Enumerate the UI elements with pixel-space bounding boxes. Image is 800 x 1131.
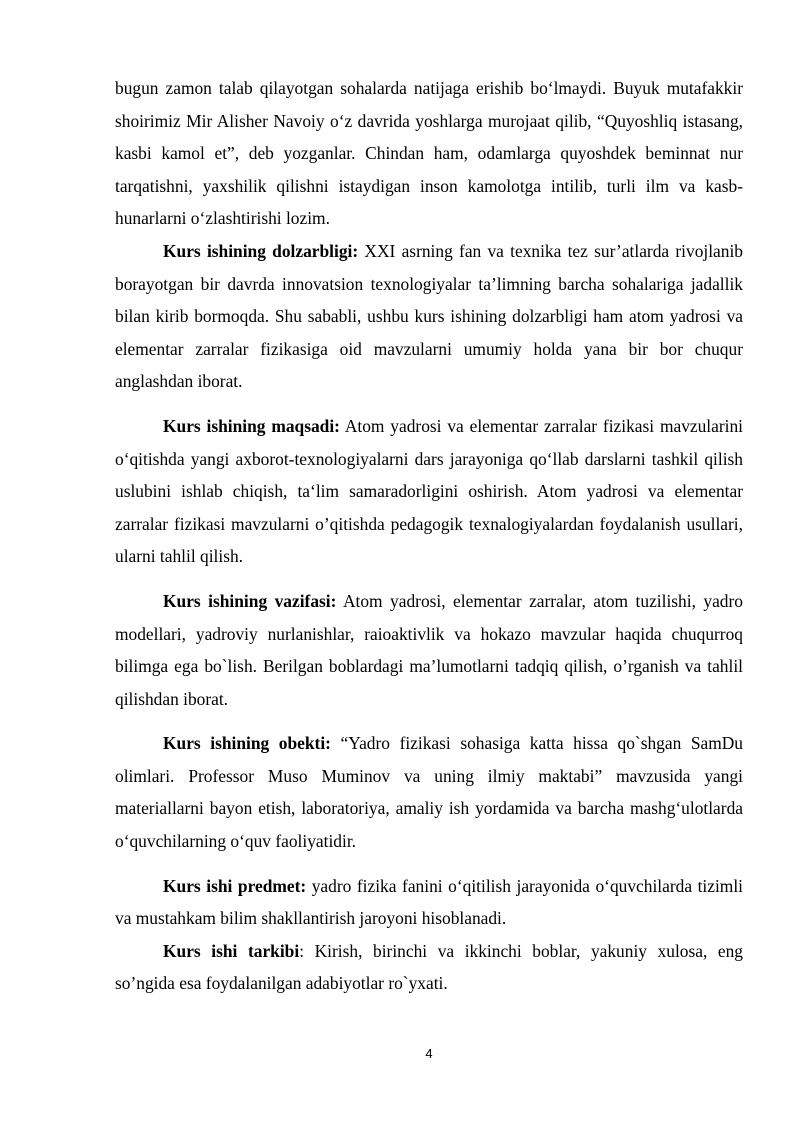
structure-text: : Kirish, birinchi va ikkinchi boblar, yakuniy xulosa, eng so’ngida esa foydalanilgan adabiyotlar ro`yxati. (115, 940, 744, 994)
object-label: Kurs ishining obekti: (163, 733, 331, 754)
relevance-paragraph (115, 235, 743, 398)
goal-text: Atom yadrosi va elementar zarralar fizikasi mavzularini o‘qitishda yangi axborot-texnologiyalarni dars jarayoniga qo‘llab darslarni tashkil qilish uslubini ishlab chiqish, ta‘lim samaradorligini oshirish. Atom yadrosi va elementar zarralar fizikasi mavzularni o’qitishda pedagogik texnalogiyalardan foydalanish usullari, ularni tahlil qilish. (115, 415, 744, 567)
document-body (115, 72, 743, 1000)
structure-label: Kurs ishi tarkibi (163, 940, 300, 961)
page-number: 4 (425, 1046, 433, 1061)
structure-paragraph (115, 935, 743, 1000)
subject-label: Kurs ishi predmet: (163, 875, 307, 896)
object-text: “Yadro fizikasi sohasiga katta hissa qo`shgan SamDu olimlari. Professor Muso Muminov va uning ilmiy maktabi” mavzusida yangi materiallarni bayon etish, laboratoriya, amaliy ish yordamida va barcha mashg‘ulotlarda o‘quvchilarning o‘quv faoliyatidir. (115, 733, 744, 852)
goal-label: Kurs ishining maqsadi: (163, 415, 340, 436)
object-paragraph (115, 727, 743, 857)
tasks-paragraph (115, 585, 743, 715)
relevance-label: Kurs ishining dolzarbligi: (163, 240, 359, 261)
intro-paragraph: bugun zamon talab qilayotgan sohalarda natijaga erishib bo‘lmaydi. Buyuk mutafakkir shoirimiz Mir Alisher Navoiy o‘z davrida yoshlarga murojaat qilib, “Quyoshliq istasang, kasbi kamol et”, deb yozganlar. Chindan ham, odamlarga quyoshdek beminnat nur tarqatishni, yaxshilik qilishni istaydigan inson kamolotga intilib, turli ilm va kasb-hunarlarni o‘zlashtirishi lozim. (115, 78, 743, 229)
tasks-text: Atom yadrosi, elementar zarralar, atom tuzilishi, yadro modellari, yadroviy nurlanishlar, raioaktivlik va hokazo mavzular haqida chuqurroq bilimga ega bo`lish. Berilgan boblardagi ma’lumotlarni tadqiq qilish, o’rganish va tahlil qilishdan iborat. (115, 590, 743, 709)
subject-text: yadro fizika fanini o‘qitilish jarayonida o‘quvchilarda tizimli va mustahkam bilim shakllantirish jaroyoni hisoblanadi. (115, 875, 743, 929)
tasks-label: Kurs ishining vazifasi: (163, 590, 337, 611)
subject-paragraph (115, 870, 743, 935)
relevance-text: XXI asrning fan va texnika tez sur’atlarda rivojlanib borayotgan bir davrda innovatsion texnologiyalar ta’limning barcha sohalariga jadallik bilan kirib bormoqda. Shu sababli, ushbu kurs ishining dolzarbligi ham atom yadrosi va elementar zarralar fizikasiga oid mavzularni umumiy holda yana bir bor chuqur anglashdan iborat. (115, 240, 743, 392)
goal-paragraph (115, 410, 743, 573)
